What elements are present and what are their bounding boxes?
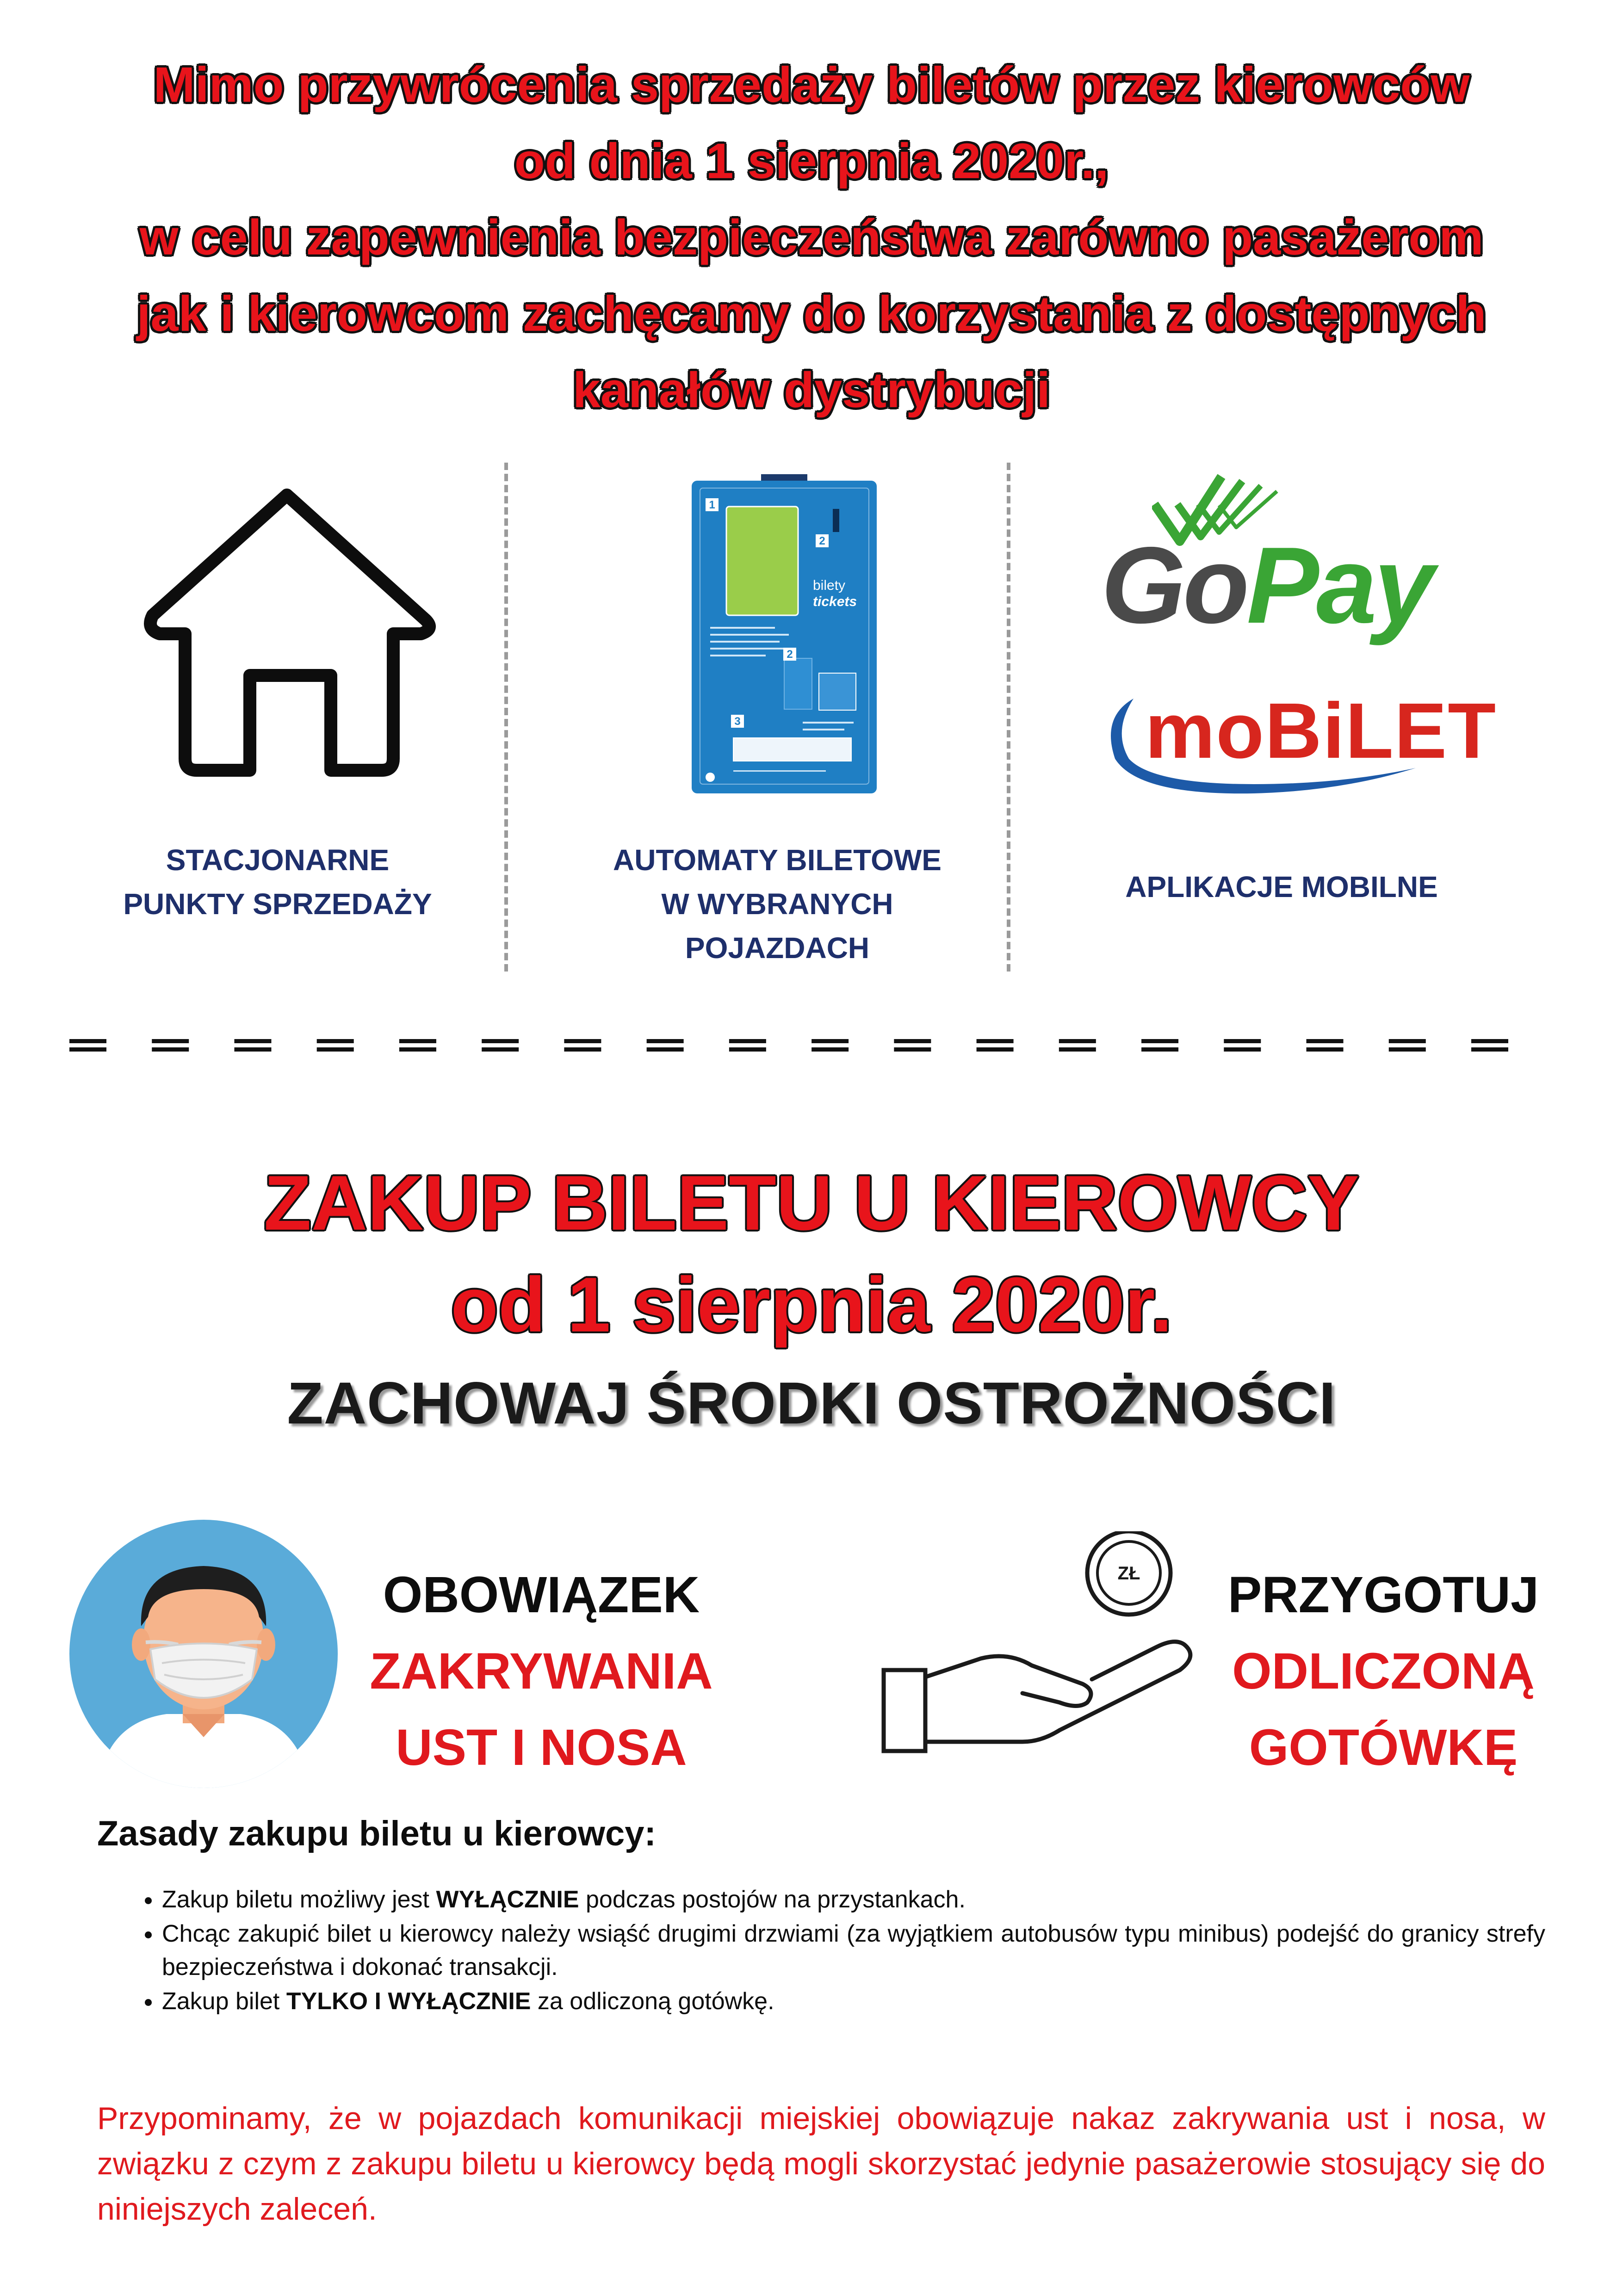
driver-purchase-title [93,1152,1530,1355]
ticket-machines-label [560,838,995,970]
separator-dash [1389,1047,1426,1052]
separator-dash [1059,1039,1096,1043]
headline-line-3: w celu zapewnienia bezpieczeństwa zarówno pasażerom [139,209,1484,265]
headline-line-1: Mimo przywrócenia sprzedaży biletów przez kierowców [153,56,1470,112]
section2-title-line-2: od 1 sierpnia 2020r. [451,1261,1172,1348]
gopay-pay-text: Pay [1246,524,1432,646]
separator-dash [1224,1047,1261,1052]
separator-dash [812,1039,849,1043]
step-2-number: 2 [819,535,825,547]
separator-dash [647,1039,684,1043]
separator-dash [152,1039,189,1043]
separator-dash [1141,1047,1178,1052]
machine-label-pl: bilety [813,578,846,593]
separator-dash [729,1039,766,1043]
rules-title: Zasady zakupu biletu u kierowcy: [97,1814,656,1853]
headline-line-2: od dnia 1 sierpnia 2020r., [514,133,1109,189]
headline-line-5: kanałów dystrybucji [572,362,1051,418]
rule-1-text-c: podczas postojów na przystankach. [579,1886,966,1913]
headline [56,46,1567,428]
mask-notice [342,1557,740,1786]
separator-dash [1059,1047,1096,1052]
mobile-apps-label [1046,865,1518,909]
rule-1-emphasis: WYŁĄCZNIE [436,1886,579,1913]
separator-dash [1389,1039,1426,1043]
separator-dash [1307,1039,1344,1043]
section-separator [69,1036,1508,1055]
rule-item-2 [162,1917,1545,1984]
rule-3-text-a: Zakup bilet [162,1988,286,2015]
rule-item-1 [162,1883,1545,1916]
ticket-machine-icon [692,474,877,793]
mask-notice-line-2: ZAKRYWANIA [370,1643,713,1700]
column-divider-right [1007,463,1010,972]
rules-list [111,1883,1545,2019]
separator-dash [647,1047,684,1052]
step-2b-number: 2 [787,648,793,661]
cash-notice-line-2: ODLICZONĄ [1232,1643,1535,1700]
mask-avatar-icon [69,1520,338,1788]
rule-3-text-c: za odliczoną gotówkę. [531,1988,774,2015]
cash-notice [1184,1557,1582,1786]
gopay-logo [1101,472,1453,657]
separator-dash [482,1039,519,1043]
rule-1-text-a: Zakup biletu możliwy jest [162,1886,436,1913]
separator-dash [317,1047,354,1052]
machines-label-line-3: POJAZDACH [685,931,870,965]
section2-title-line-1: ZAKUP BILETU U KIEROWCY [264,1159,1359,1246]
column-divider-left [504,463,508,972]
separator-dash [812,1047,849,1052]
separator-dash [152,1047,189,1052]
separator-dash [977,1047,1014,1052]
stationary-label-line-2: PUNKTY SPRZEDAŻY [123,887,432,921]
separator-dash [894,1047,931,1052]
separator-dash [69,1039,106,1043]
house-icon [134,481,449,777]
machine-label-en: tickets [813,594,857,609]
apps-label-line-1: APLIKACJE MOBILNE [1125,870,1438,904]
machines-label-line-1: AUTOMATY BILETOWE [613,843,942,877]
mask-reminder: Przypominamy, że w pojazdach komunikacji miejskiej obowiązuje nakaz zakrywania ust i nosa, w związku z czym z zakupu biletu u kierowcy będą mogli skorzystać jedynie pasażerowie stosujący się do niniejszych zaleceń. [97,2101,1545,2227]
separator-dash [234,1047,271,1052]
separator-dash [894,1039,931,1043]
headline-line-4: jak i kierowcom zachęcamy do korzystania z dostępnych [136,285,1487,341]
separator-dash [1471,1039,1508,1043]
rule-2-text: Chcąc zakupić bilet u kierowcy należy wsiąść drugimi drzwiami (za wyjątkiem autobusów typu minibus) podejść do granicy strefy bezpieczeństwa i dokonać transakcji. [162,1920,1545,1980]
mask-notice-line-3: UST I NOSA [396,1719,687,1776]
hand-coin-icon [874,1531,1208,1753]
separator-dash [564,1039,601,1043]
mobilet-logo [1101,685,1497,805]
coin-label: ZŁ [1117,1563,1140,1584]
caution-heading: ZACHOWAJ ŚRODKI OSTROŻNOŚCI [287,1370,1336,1436]
mobilet-text: moBiLET [1145,687,1497,775]
separator-dash [399,1047,436,1052]
stationary-points-label [69,838,486,926]
cash-notice-line-3: GOTÓWKĘ [1249,1719,1518,1776]
separator-dash [729,1047,766,1052]
gopay-go-text: Go [1101,524,1247,646]
separator-dash [69,1047,106,1052]
stationary-label-line-1: STACJONARNE [166,843,390,877]
separator-dash [1224,1039,1261,1043]
separator-dash [977,1039,1014,1043]
separator-dash [564,1047,601,1052]
separator-dash [1307,1047,1344,1052]
machines-label-line-2: W WYBRANYCH [661,887,893,921]
separator-dash [399,1039,436,1043]
separator-dash [1141,1039,1178,1043]
separator-dash [317,1039,354,1043]
rule-item-3 [162,1985,1545,2018]
step-1-number: 1 [709,499,715,511]
separator-dash [1471,1047,1508,1052]
mask-notice-line-1: OBOWIĄZEK [383,1566,700,1623]
cash-notice-line-1: PRZYGOTUJ [1227,1566,1539,1623]
rule-3-emphasis: TYLKO I WYŁĄCZNIE [286,1988,531,2015]
separator-dash [234,1039,271,1043]
separator-dash [482,1047,519,1052]
step-3-number: 3 [734,715,741,728]
